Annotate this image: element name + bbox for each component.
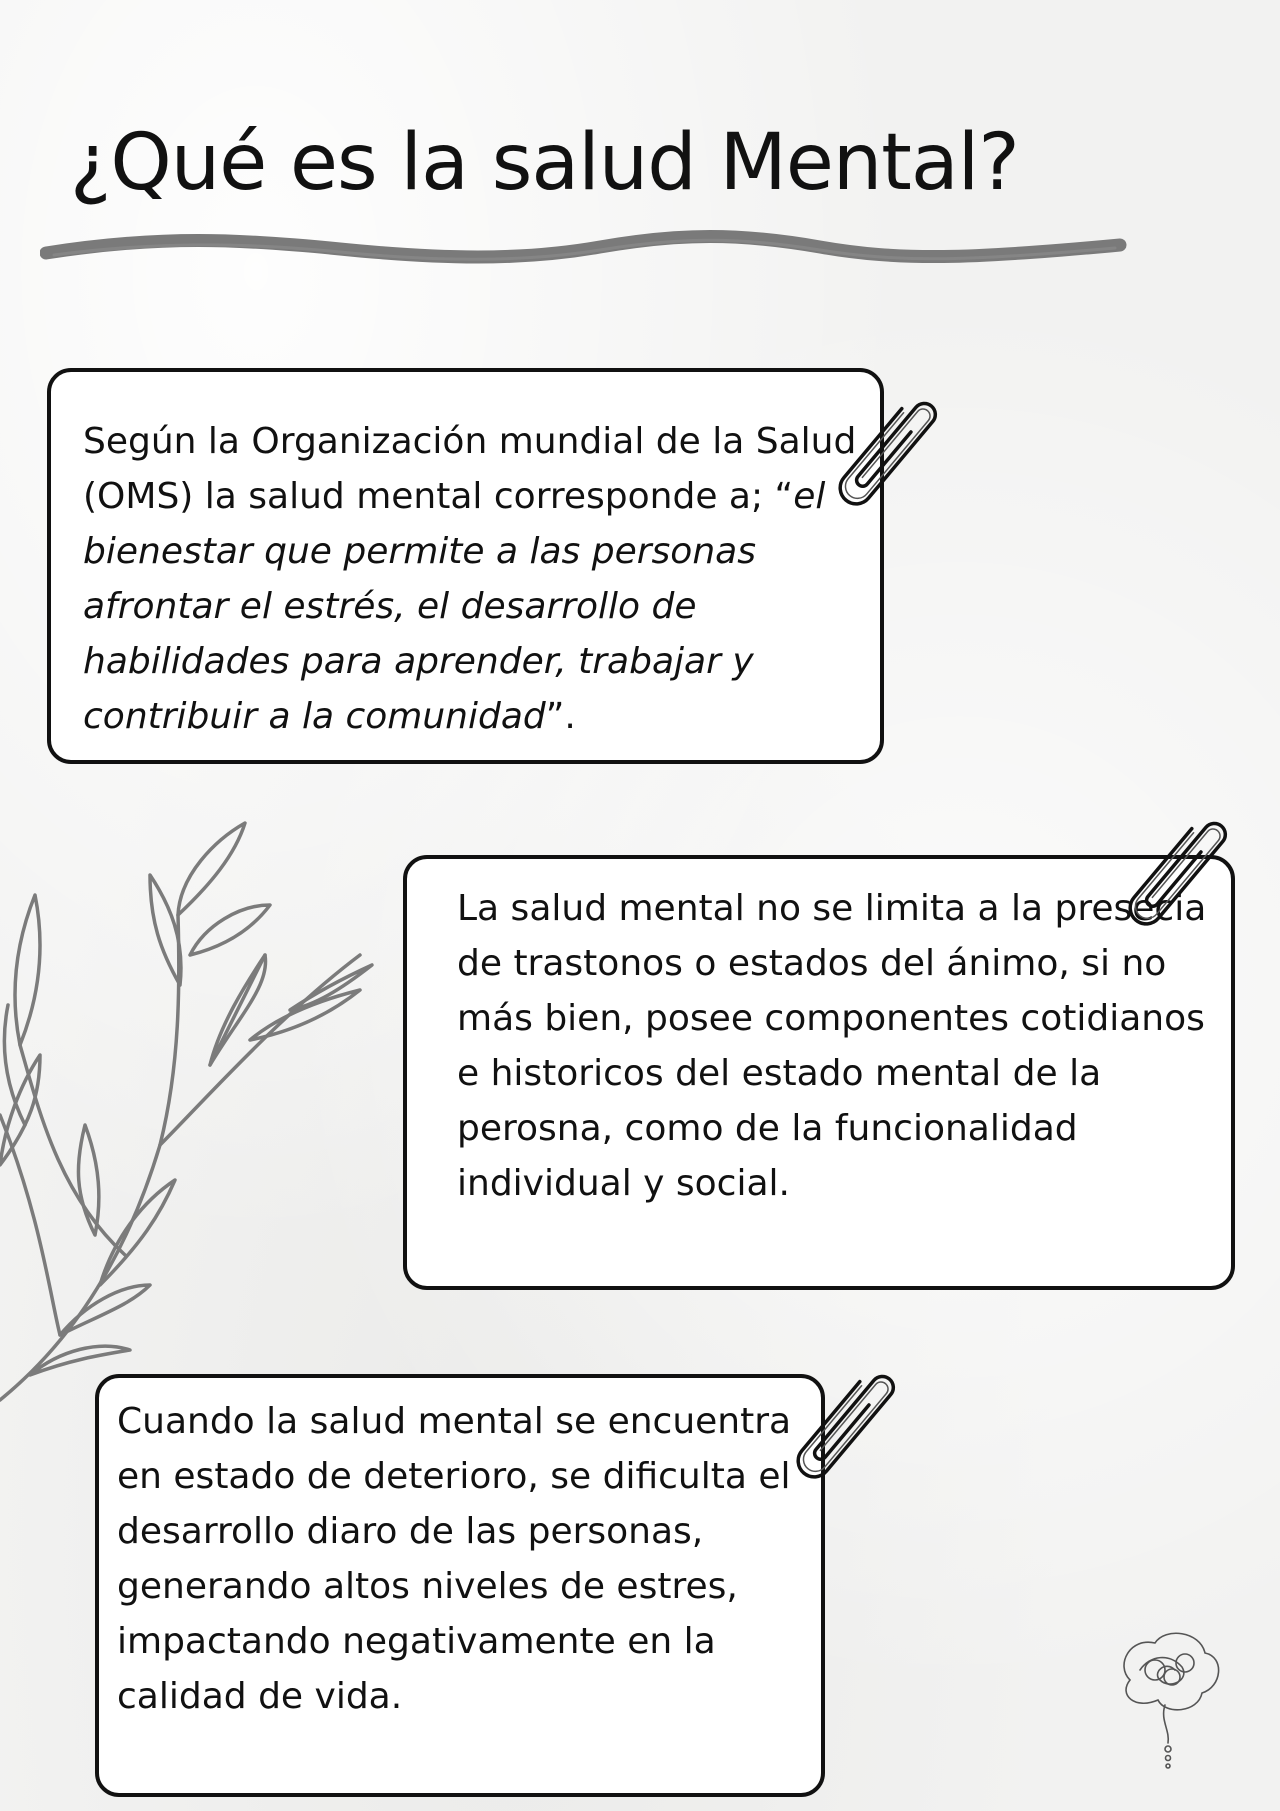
scope-text: La salud mental no se limita a la presecia de trastonos o estados del ánimo, si no más bien, posee componentes cotidianos e historicos del estado mental de la perosna, como de la funcionalidad individual y social. (457, 888, 1207, 1204)
definition-end: ”. (545, 696, 576, 737)
paperclip-icon (788, 1353, 898, 1498)
deterioration-text: Cuando la salud mental se encuentra en estado de deterioro, se dificulta el desarrollo diaro de las personas, generando altos niveles de estres, impactando negativamente en la calidad de vida. (117, 1401, 792, 1717)
scope-card (403, 855, 1235, 1290)
brush-underline (40, 225, 1130, 275)
deterioration-card (95, 1374, 825, 1797)
leaf-branch-icon (0, 815, 380, 1415)
page-title: ¿Qué es la salud Mental? (70, 118, 1019, 208)
definition-text (83, 414, 860, 744)
brain-doodle-icon (1110, 1625, 1230, 1770)
paperclip-icon (830, 380, 940, 525)
paperclip-icon (1120, 800, 1230, 945)
definition-intro: Según la Organización mundial de la Salud (OMS) la salud mental corresponde a; “ (83, 421, 857, 517)
definition-card (47, 368, 884, 764)
oms-quote: el bienestar que permite a las personas afrontar el estrés, el desarrollo de habilidades para aprender, trabajar y contribuir a la comunidad (83, 476, 826, 737)
